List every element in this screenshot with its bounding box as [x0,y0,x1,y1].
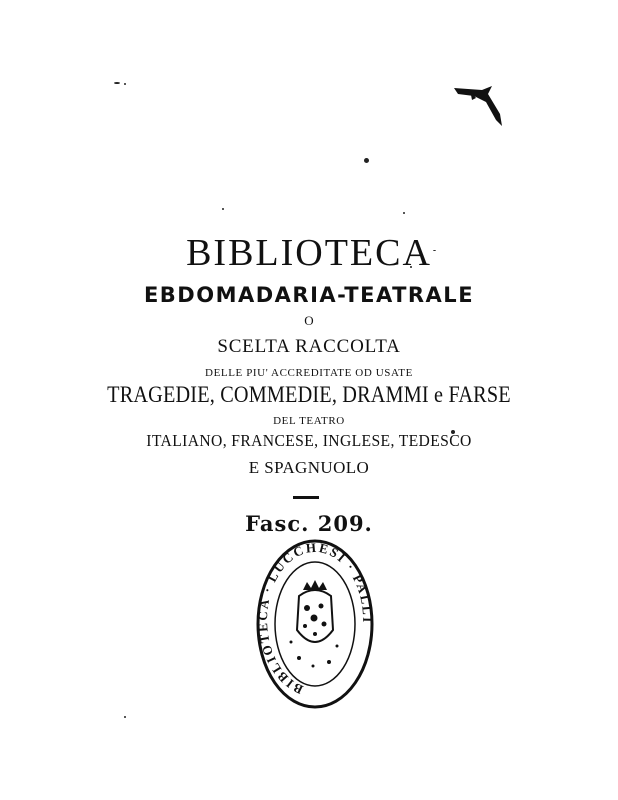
ink-speck [403,212,405,214]
page-title: BIBLIOTECA [186,232,432,274]
ink-speck [222,208,224,210]
genres-text: TRAGEDIE, COMMEDIE, DRAMMI e FARSE [107,382,511,407]
stamp-text: BIBLIOTECA · LUCCHESI · PALLI [255,539,375,698]
divider-rule [293,496,319,499]
nations-line-2: E SPAGNUOLO [248,458,370,477]
library-stamp-icon [255,538,375,710]
conjunction-text: O [304,313,314,328]
page-subtitle: EBDOMADARIA-TEATRALE [143,283,475,307]
issue-number: Fasc. 209. [245,511,373,536]
qualifier-text: DELLE PIU' ACCREDITATE OD USATE [205,367,413,379]
theatre-line: DEL TEATRO [273,415,345,427]
collection-text: SCELTA RACCOLTA [217,336,401,357]
ink-mark-icon [452,84,504,128]
ink-speck [124,716,126,718]
nations-line-1: ITALIANO, FRANCESE, INGLESE, TEDESCO [146,431,472,450]
ink-speck [364,158,369,163]
ink-speck [124,83,126,85]
ink-speck [114,82,120,84]
